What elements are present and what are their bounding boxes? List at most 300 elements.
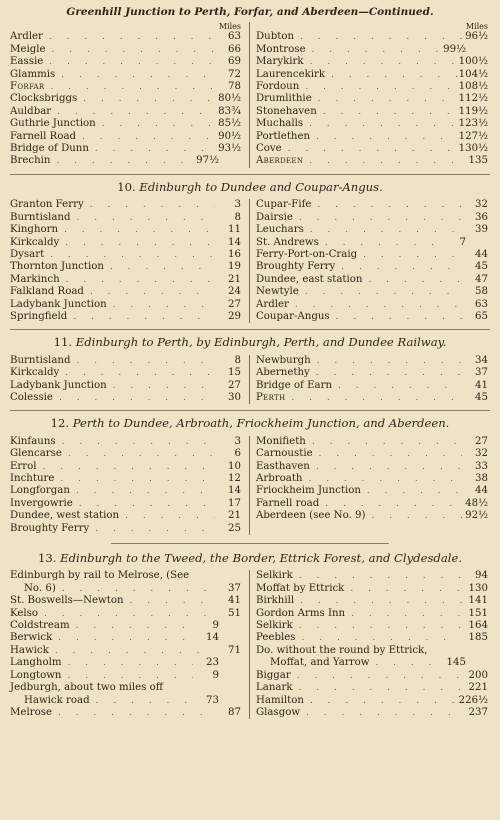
station-column-right [250, 199, 490, 323]
station-name: Birkhill [256, 595, 295, 607]
leader-dots [304, 224, 462, 236]
leader-dots [90, 695, 193, 707]
section-divider [111, 543, 389, 544]
section-title [10, 181, 490, 193]
station-miles: 123½ [458, 118, 488, 130]
leader-dots [285, 392, 462, 404]
station-name: Thornton Junction [10, 261, 104, 273]
section-divider [10, 174, 490, 175]
leader-dots [58, 224, 215, 236]
station-miles: 24 [228, 286, 241, 298]
leader-dots [296, 632, 463, 644]
leader-dots [77, 93, 215, 105]
station-name: Errol [10, 460, 37, 472]
section-title-text: Edinburgh to Perth, by Edinburgh, Perth, and Dundee Railway. [75, 335, 447, 350]
leader-dots [361, 485, 462, 497]
station-miles: 108½ [458, 81, 488, 93]
station-row [10, 380, 243, 392]
station-name: Carnoustie [256, 448, 313, 460]
station-miles: 37 [475, 367, 488, 379]
station-name: Dundee, west station [10, 510, 120, 522]
station-name: Guthrie Junction [10, 118, 96, 130]
leader-dots [55, 69, 215, 81]
station-miles: 94 [475, 570, 488, 582]
station-row [256, 510, 490, 522]
station-column-left [10, 199, 250, 323]
station-miles: 63 [475, 298, 488, 310]
station-name: Aberdeen (see No. 9) [256, 510, 366, 522]
station-miles: 23 [206, 657, 219, 669]
leader-dots [294, 31, 462, 43]
route-section [10, 174, 490, 323]
route-section [10, 22, 490, 167]
station-miles: 130 [468, 582, 488, 594]
station-miles: 69 [228, 56, 241, 68]
leader-dots [70, 212, 215, 224]
station-column-right [250, 436, 490, 535]
station-name: Invergowrie [10, 497, 73, 509]
leader-dots [107, 380, 215, 392]
leader-dots [282, 143, 459, 155]
station-name: Lanark [256, 682, 293, 694]
station-name: Melrose [10, 706, 52, 718]
station-name: Meigle [10, 43, 46, 55]
station-row [256, 367, 490, 379]
station-row [256, 461, 490, 473]
station-miles: 44 [475, 248, 488, 260]
leader-dots [300, 707, 462, 719]
leader-dots [89, 143, 215, 155]
leader-dots [303, 118, 459, 130]
station-name: Friockheim Junction [256, 485, 361, 497]
station-column-right [250, 355, 490, 405]
station-name: Kinfauns [10, 435, 56, 447]
station-name: Montrose [256, 43, 306, 55]
station-row [256, 448, 490, 460]
station-miles: 11 [228, 224, 241, 236]
station-miles: 9 [212, 620, 219, 632]
station-name: Selkirk [256, 570, 293, 582]
leader-dots [317, 106, 459, 118]
station-name: Hawick [10, 644, 49, 656]
station-columns [10, 355, 490, 405]
station-row [10, 224, 243, 236]
leader-dots [293, 212, 462, 224]
section-divider [10, 410, 490, 411]
station-row [256, 670, 490, 682]
station-name: Coldstream [10, 620, 70, 632]
station-name: Marykirk [256, 56, 304, 68]
station-name: Arbroath [256, 473, 303, 484]
station-row [256, 212, 490, 224]
station-miles: 3 [234, 199, 241, 211]
route-section [10, 329, 490, 404]
station-row [10, 498, 243, 510]
station-miles: 200 [468, 669, 488, 681]
station-miles: 87 [228, 706, 241, 718]
station-name: Aberdeen [256, 155, 304, 167]
station-row [256, 632, 490, 644]
station-name: Berwick [10, 632, 53, 644]
station-row [10, 583, 243, 595]
station-row [256, 355, 490, 367]
leader-dots [319, 237, 440, 249]
leader-dots [124, 595, 215, 607]
station-name: Stonehaven [256, 105, 317, 117]
section-number: 13. [37, 551, 57, 566]
station-column-left [10, 355, 250, 405]
station-row [10, 355, 243, 367]
station-row [256, 118, 490, 130]
station-miles: 21 [228, 510, 241, 522]
leader-dots [293, 570, 462, 582]
station-name: Glencarse [10, 448, 62, 460]
station-name: Brechin [10, 155, 51, 167]
station-row [10, 645, 243, 657]
station-row [10, 670, 243, 682]
station-miles: 34 [475, 354, 488, 366]
leader-dots [291, 670, 462, 682]
station-miles: 72 [228, 68, 241, 80]
station-miles: 90½ [218, 130, 241, 142]
station-miles: 9 [212, 669, 219, 681]
leader-dots [299, 286, 462, 298]
station-name: Broughty Ferry [256, 261, 336, 273]
station-name: Eassie [10, 56, 44, 68]
station-column-right [250, 570, 490, 719]
leader-dots [305, 44, 440, 56]
station-miles: 27 [475, 435, 488, 447]
leader-dots [60, 274, 215, 286]
station-row [256, 237, 490, 249]
station-row [256, 44, 490, 56]
station-name: Ferry-Port-on-Craig [256, 248, 358, 260]
station-name: Markinch [10, 273, 60, 285]
station-row [256, 199, 490, 211]
leader-dots [302, 473, 462, 485]
station-name: Selkirk [256, 620, 293, 632]
station-row [256, 707, 490, 719]
leader-dots [70, 485, 215, 497]
station-name: Do. without the round by Ettrick, [256, 644, 428, 656]
station-row [10, 31, 243, 43]
station-miles: 100½ [458, 56, 488, 68]
station-row [10, 436, 243, 448]
station-row [10, 274, 243, 286]
station-miles: 38 [475, 473, 488, 484]
station-row [256, 436, 490, 448]
station-row [256, 56, 490, 68]
station-name: Ardler [10, 31, 43, 43]
station-miles: 41 [228, 595, 241, 607]
station-miles: 12 [228, 473, 241, 484]
leader-dots [73, 498, 215, 510]
leader-dots [50, 155, 193, 167]
station-name: Cove [256, 143, 282, 155]
station-row [10, 461, 243, 473]
station-name: Ladybank Junction [10, 298, 107, 310]
station-name: Ladybank Junction [10, 379, 107, 391]
station-miles: 237 [468, 706, 488, 718]
station-miles: 104½ [458, 68, 488, 80]
station-row [10, 367, 243, 379]
station-name: Langholm [10, 657, 62, 669]
station-miles: 85½ [218, 118, 241, 130]
leader-dots [70, 355, 215, 367]
station-name: Cupar-Fife [256, 199, 312, 211]
station-row [256, 155, 490, 167]
station-name: Drumlithie [256, 93, 312, 105]
station-row [256, 657, 490, 669]
leader-dots [46, 44, 215, 56]
leader-dots [52, 632, 193, 644]
station-name: Broughty Ferry [10, 522, 90, 534]
station-miles: 47 [475, 273, 488, 285]
leader-dots [289, 299, 462, 311]
station-row [10, 485, 243, 497]
station-miles: 21 [228, 273, 241, 285]
station-row [10, 155, 243, 167]
station-column-left [10, 22, 250, 167]
station-miles: 127½ [458, 130, 488, 142]
leader-dots [311, 199, 462, 211]
leader-dots [107, 299, 215, 311]
station-miles: 97½ [196, 155, 219, 167]
station-row [256, 392, 490, 404]
station-name: Perth [256, 391, 286, 403]
route-section [10, 543, 490, 719]
station-name: Bridge of Earn [256, 379, 333, 391]
station-name: Burntisland [10, 354, 71, 366]
station-row [256, 81, 490, 93]
station-name: Farnell Road [10, 130, 77, 142]
station-row [10, 69, 243, 81]
station-row [256, 595, 490, 607]
leader-dots [53, 392, 215, 404]
station-miles: 78 [228, 81, 241, 93]
leader-dots [84, 286, 215, 298]
leader-dots [293, 620, 462, 632]
station-miles: 8 [234, 211, 241, 223]
station-name: Glasgow [256, 706, 301, 718]
station-name: Peebles [256, 632, 296, 644]
leader-dots [369, 657, 440, 669]
route-sections [10, 22, 490, 719]
station-name: Glammis [10, 68, 56, 80]
station-name: Hamilton [256, 694, 304, 706]
station-row [10, 570, 243, 582]
leader-dots [56, 583, 215, 595]
station-row [10, 212, 243, 224]
leader-dots [344, 583, 462, 595]
station-miles: 32 [475, 448, 488, 460]
station-name: Easthaven [256, 460, 310, 472]
station-columns [10, 199, 490, 323]
leader-dots [357, 249, 462, 261]
station-columns [10, 436, 490, 535]
station-miles: 29 [228, 310, 241, 322]
station-row [10, 595, 243, 607]
station-miles: 80½ [218, 93, 241, 105]
leader-dots [52, 707, 215, 719]
section-title [10, 552, 490, 564]
station-row [10, 657, 243, 669]
station-name: No. 6) [24, 582, 56, 594]
station-row [10, 695, 243, 707]
station-name: Newtyle [256, 286, 299, 298]
leader-dots [299, 81, 458, 93]
station-row [10, 510, 243, 522]
station-row [10, 81, 243, 93]
station-miles: 71 [228, 644, 241, 656]
leader-dots [304, 695, 459, 707]
station-row [10, 199, 243, 211]
section-title [10, 336, 490, 348]
station-miles: 185 [468, 632, 488, 644]
station-name: Falkland Road [10, 286, 84, 298]
leader-dots [54, 473, 215, 485]
leader-dots [345, 608, 462, 620]
station-row [256, 249, 490, 261]
station-row [10, 620, 243, 632]
station-miles: 135 [468, 155, 488, 167]
leader-dots [312, 93, 459, 105]
station-miles: 7 [459, 236, 466, 248]
section-number: 10. [117, 179, 136, 194]
station-miles: 41 [475, 379, 488, 391]
station-row [256, 69, 490, 81]
section-title-text: Edinburgh to Dundee and Coupar-Angus. [139, 179, 383, 194]
station-miles: 141 [468, 595, 488, 607]
leader-dots [311, 355, 462, 367]
station-miles: 226½ [458, 694, 488, 706]
station-miles: 145 [446, 657, 466, 669]
section-number: 12. [50, 416, 70, 431]
station-name: Inchture [10, 473, 55, 484]
station-miles: 112½ [458, 93, 488, 105]
station-row [256, 274, 490, 286]
running-head: Greenhill Junction to Perth, Forfar, and Aberdeen—Continued. [66, 6, 434, 18]
leader-dots [310, 367, 462, 379]
leader-dots [67, 311, 215, 323]
station-name: St. Boswells—Newton [10, 595, 124, 607]
station-name: Burntisland [10, 211, 71, 223]
station-miles: 51 [228, 607, 241, 619]
station-row [10, 311, 243, 323]
leader-dots [49, 645, 215, 657]
leader-dots [310, 131, 459, 143]
station-row [10, 299, 243, 311]
station-miles: 30 [228, 391, 241, 403]
station-miles: 36 [475, 211, 488, 223]
section-number: 11. [53, 335, 73, 350]
station-name: Edinburgh by rail to Melrose, (See [10, 570, 190, 582]
leader-dots [89, 523, 215, 535]
station-miles: 17 [228, 497, 241, 509]
leader-dots [335, 261, 462, 273]
station-name: Longtown [10, 669, 62, 681]
station-miles: 19 [228, 261, 241, 273]
leader-dots [51, 106, 215, 118]
leader-dots [44, 81, 215, 93]
station-name: Monifieth [256, 435, 306, 447]
miles-heading: Miles [465, 22, 488, 32]
leader-dots [56, 436, 215, 448]
station-miles: 15 [228, 367, 241, 379]
leader-dots [76, 131, 215, 143]
station-miles: 45 [475, 391, 488, 403]
station-name: Coupar-Angus [256, 310, 330, 322]
leader-dots [43, 56, 215, 68]
station-name: Dubton [256, 31, 295, 43]
station-name: Laurencekirk [256, 68, 326, 80]
station-column-left [10, 570, 250, 719]
station-name: Newburgh [256, 354, 311, 366]
station-row [256, 131, 490, 143]
station-miles: 37 [228, 582, 241, 594]
station-row [256, 380, 490, 392]
station-row [256, 261, 490, 273]
station-row [256, 570, 490, 582]
station-miles: 25 [228, 522, 241, 534]
section-title-text: Edinburgh to the Tweed, the Border, Ettrick Forest, and Clydesdale. [60, 551, 463, 566]
route-section [10, 410, 490, 535]
leader-dots [330, 311, 462, 323]
station-name: Clocksbriggs [10, 93, 78, 105]
station-miles: 99½ [443, 43, 466, 55]
station-row [10, 473, 243, 485]
leader-dots [62, 448, 215, 460]
station-miles: 45 [475, 261, 488, 273]
station-column-left [10, 436, 250, 535]
station-row [256, 682, 490, 694]
station-row [10, 249, 243, 261]
station-row [10, 286, 243, 298]
station-miles: 48½ [465, 497, 488, 509]
leader-dots [306, 436, 462, 448]
station-name: St. Andrews [256, 236, 319, 248]
leader-dots [59, 237, 215, 249]
station-name: Dundee, east station [256, 273, 363, 285]
leader-dots [59, 367, 215, 379]
station-row [256, 143, 490, 155]
station-miles: 73 [206, 694, 219, 706]
station-row [256, 645, 490, 657]
station-miles: 65 [475, 310, 488, 322]
station-columns [10, 570, 490, 719]
leader-dots [294, 595, 462, 607]
miles-heading: Miles [218, 22, 241, 32]
station-miles: 63 [228, 31, 241, 43]
station-column-right [250, 22, 490, 167]
leader-dots [44, 249, 215, 261]
station-row [10, 93, 243, 105]
station-name: Farnell road [256, 497, 320, 509]
section-divider [10, 329, 490, 330]
leader-dots [365, 510, 462, 522]
leader-dots [304, 56, 459, 68]
station-miles: 119½ [458, 105, 488, 117]
station-row [256, 485, 490, 497]
station-miles: 32 [475, 199, 488, 211]
station-name: Kinghorn [10, 224, 59, 236]
station-row [256, 311, 490, 323]
station-miles: 3 [234, 435, 241, 447]
station-row [256, 31, 490, 43]
station-name: Dysart [10, 248, 45, 260]
station-name: Kirkcaldy [10, 236, 60, 248]
station-row [10, 56, 243, 68]
